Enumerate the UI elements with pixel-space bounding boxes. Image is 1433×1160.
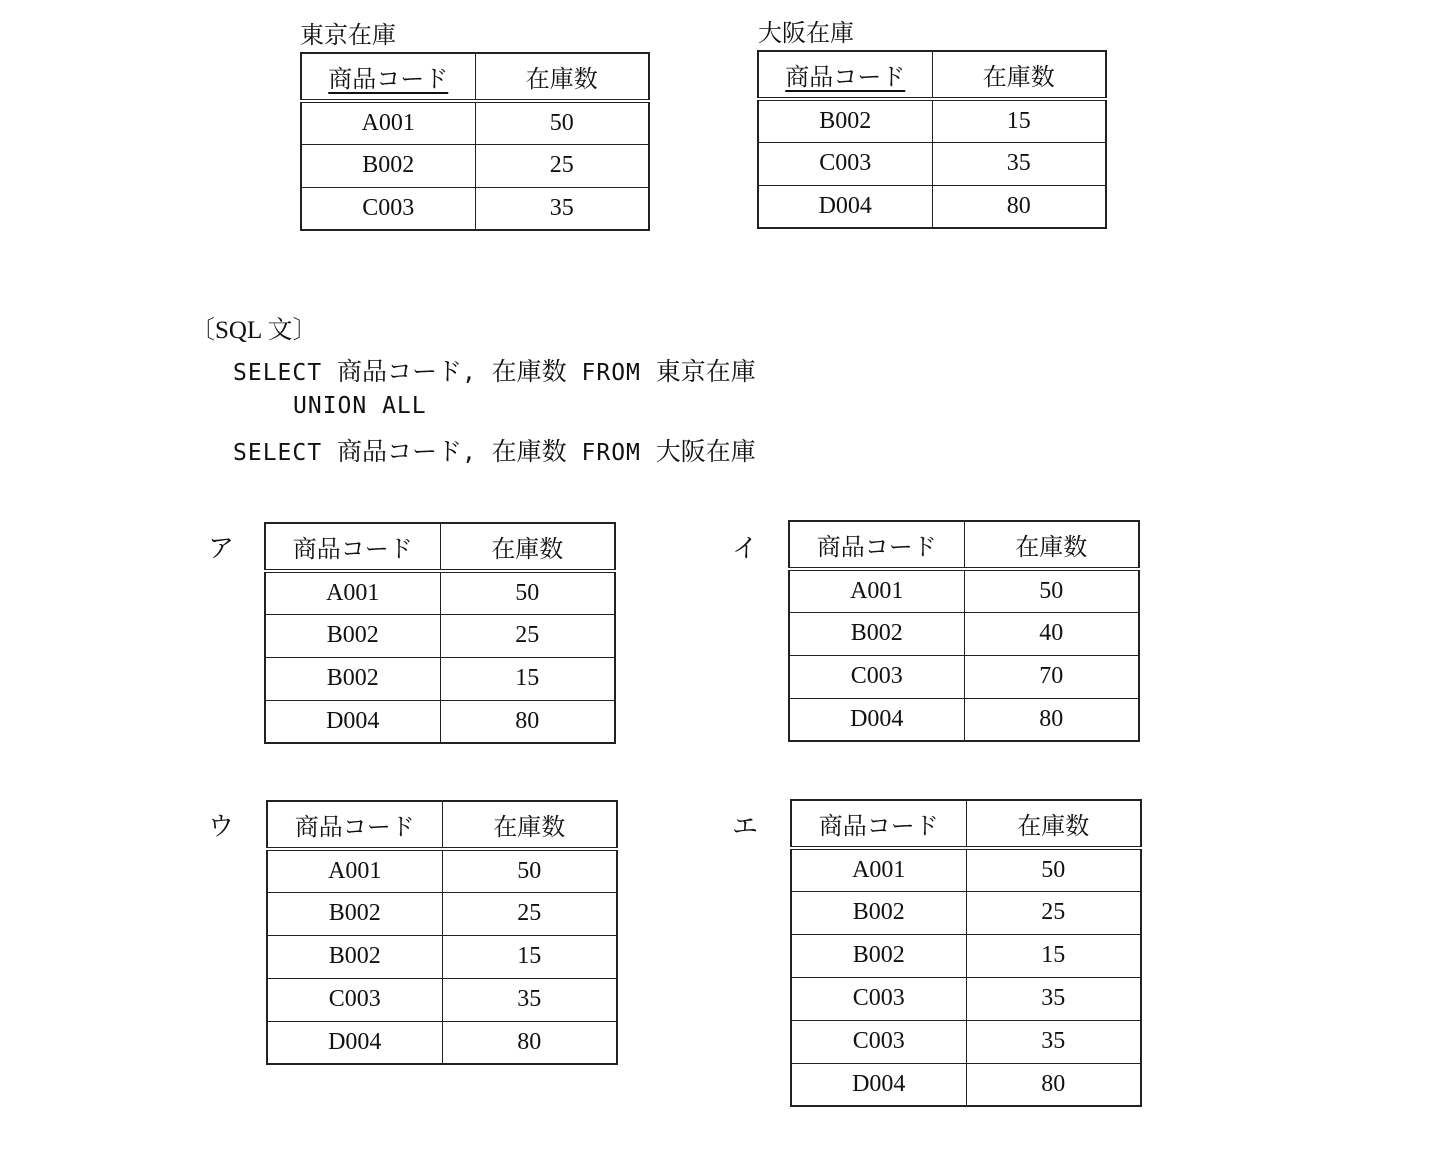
tokyo-caption: 東京在庫 xyxy=(300,23,396,49)
cell: 35 xyxy=(966,977,1141,1020)
table-row xyxy=(267,849,617,892)
osaka-table xyxy=(757,50,1107,229)
table-row xyxy=(791,934,1141,977)
cell: C003 xyxy=(267,978,442,1021)
cell: D004 xyxy=(791,1063,966,1106)
osaka-caption: 大阪在庫 xyxy=(758,21,854,47)
table-row xyxy=(789,569,1139,612)
cell: B002 xyxy=(265,614,440,657)
cell: A001 xyxy=(267,849,442,892)
table-row xyxy=(791,848,1141,891)
cell: 80 xyxy=(966,1063,1141,1106)
column-header: 商品コード xyxy=(267,801,442,849)
table-row xyxy=(791,891,1141,934)
cell: 25 xyxy=(475,144,649,187)
cell: B002 xyxy=(265,657,440,700)
cell: D004 xyxy=(265,700,440,743)
cell: A001 xyxy=(791,848,966,891)
cell: 35 xyxy=(966,1020,1141,1063)
cell: C003 xyxy=(758,142,932,185)
column-header: 在庫数 xyxy=(442,801,617,849)
sql-line-1: SELECT 商品コード, 在庫数 FROM 東京在庫 xyxy=(233,357,756,386)
cell: B002 xyxy=(267,892,442,935)
cell: B002 xyxy=(301,144,475,187)
cell: 80 xyxy=(932,185,1106,228)
cell: C003 xyxy=(791,977,966,1020)
cell: 35 xyxy=(932,142,1106,185)
sql-line-3: SELECT 商品コード, 在庫数 FROM 大阪在庫 xyxy=(233,437,756,466)
cell: A001 xyxy=(301,101,475,144)
table-row xyxy=(758,99,1106,142)
table-row xyxy=(267,935,617,978)
choice-mark-u: ウ xyxy=(208,812,235,841)
column-header: 在庫数 xyxy=(440,523,615,571)
cell: 25 xyxy=(966,891,1141,934)
cell: B002 xyxy=(758,99,932,142)
cell: 50 xyxy=(440,571,615,614)
choice-mark-i: イ xyxy=(732,534,759,563)
choice-table-e xyxy=(790,799,1142,1107)
sql-label: 〔SQL 文〕 xyxy=(190,317,318,344)
cell: B002 xyxy=(791,934,966,977)
cell: B002 xyxy=(267,935,442,978)
cell: 50 xyxy=(475,101,649,144)
cell: 80 xyxy=(964,698,1139,741)
table-row xyxy=(267,978,617,1021)
table-row xyxy=(265,700,615,743)
table-row xyxy=(789,612,1139,655)
cell: 40 xyxy=(964,612,1139,655)
column-header: 商品コード xyxy=(789,521,964,569)
choice-table-i xyxy=(788,520,1140,742)
cell: 15 xyxy=(966,934,1141,977)
table-row xyxy=(789,655,1139,698)
column-header: 商品コード xyxy=(791,800,966,848)
sql-line-2: UNION ALL xyxy=(293,393,427,419)
cell: 50 xyxy=(442,849,617,892)
choice-mark-a: ア xyxy=(208,534,235,563)
cell: 15 xyxy=(932,99,1106,142)
table-row xyxy=(265,657,615,700)
table-row xyxy=(758,142,1106,185)
table-row xyxy=(791,1020,1141,1063)
cell: A001 xyxy=(789,569,964,612)
cell: 80 xyxy=(440,700,615,743)
cell: C003 xyxy=(789,655,964,698)
choice-mark-e: エ xyxy=(732,812,759,841)
cell: 25 xyxy=(440,614,615,657)
cell: C003 xyxy=(791,1020,966,1063)
tokyo-table xyxy=(300,52,650,231)
column-header: 在庫数 xyxy=(964,521,1139,569)
cell: 35 xyxy=(475,187,649,230)
cell: 70 xyxy=(964,655,1139,698)
table-row xyxy=(301,187,649,230)
cell: 25 xyxy=(442,892,617,935)
cell: 15 xyxy=(440,657,615,700)
column-header: 在庫数 xyxy=(932,51,1106,99)
cell: 50 xyxy=(966,848,1141,891)
cell: C003 xyxy=(301,187,475,230)
table-row xyxy=(265,571,615,614)
cell: A001 xyxy=(265,571,440,614)
table-row xyxy=(789,698,1139,741)
cell: 15 xyxy=(442,935,617,978)
cell: 80 xyxy=(442,1021,617,1064)
cell: 35 xyxy=(442,978,617,1021)
column-header: 商品コード xyxy=(265,523,440,571)
table-row xyxy=(791,1063,1141,1106)
table-row xyxy=(301,144,649,187)
cell: 50 xyxy=(964,569,1139,612)
cell: D004 xyxy=(758,185,932,228)
column-header: 在庫数 xyxy=(475,53,649,101)
column-header: 商品コード xyxy=(301,53,475,101)
table-row xyxy=(267,1021,617,1064)
column-header: 商品コード xyxy=(758,51,932,99)
table-row xyxy=(791,977,1141,1020)
choice-table-a xyxy=(264,522,616,744)
cell: B002 xyxy=(791,891,966,934)
table-row xyxy=(758,185,1106,228)
choice-table-u xyxy=(266,800,618,1065)
cell: B002 xyxy=(789,612,964,655)
table-row xyxy=(265,614,615,657)
table-row xyxy=(267,892,617,935)
cell: D004 xyxy=(789,698,964,741)
table-row xyxy=(301,101,649,144)
column-header: 在庫数 xyxy=(966,800,1141,848)
cell: D004 xyxy=(267,1021,442,1064)
